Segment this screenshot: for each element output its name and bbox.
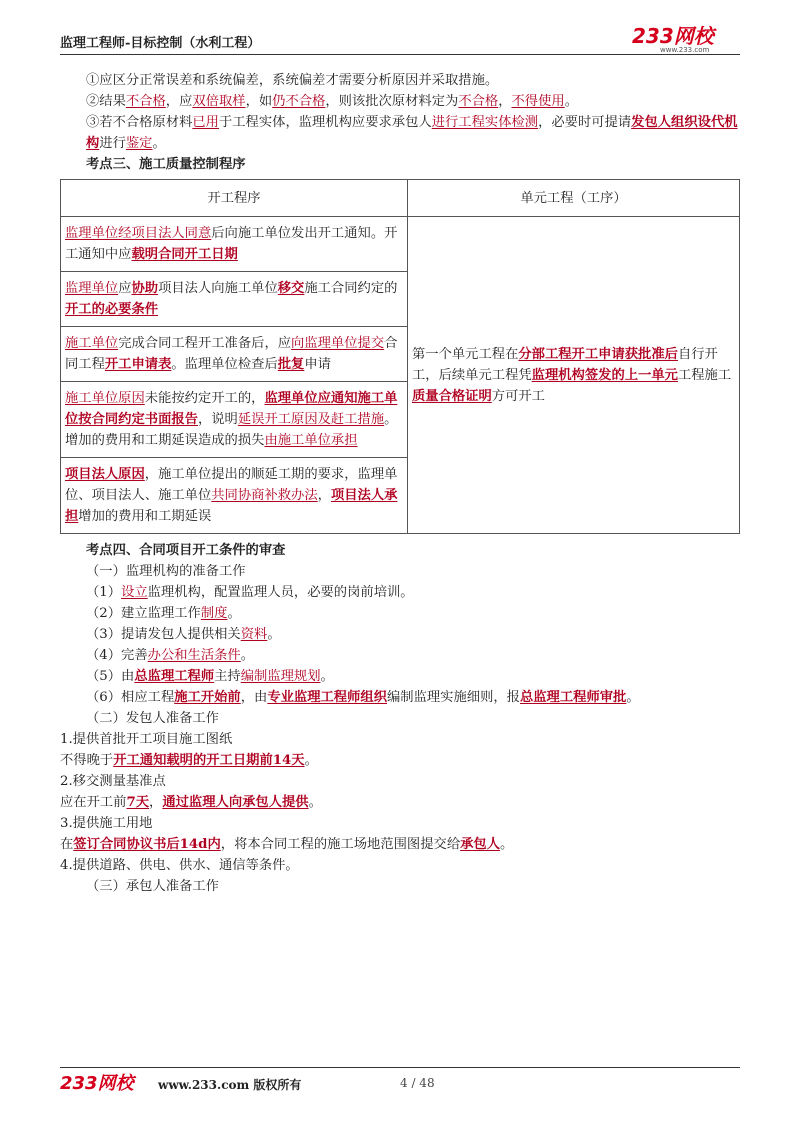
text-run: ②结果 [86, 94, 126, 109]
text-run: 不得晚于 [60, 753, 114, 768]
emphasis-text: 已用 [192, 115, 219, 130]
emphasis-text: 编制监理规划 [240, 669, 321, 684]
text-run: ③若不合格原材料 [86, 115, 193, 130]
emphasis-text: 监理单位应通知施工单位按合同约定书面报告 [65, 391, 398, 427]
emphasis-text: 移交 [277, 281, 305, 296]
list-item [60, 834, 740, 855]
text-run: 工程施工 [677, 367, 732, 383]
page-footer [60, 1070, 740, 1094]
text-run: （二）发包人准备工作 [86, 711, 219, 726]
list-item [60, 561, 740, 582]
svg-text:www.233.com: www.233.com [660, 46, 710, 54]
intro-line [60, 112, 740, 154]
emphasis-text: 鉴定 [125, 136, 153, 151]
emphasis-text: 开工通知载明的开工日期前14天 [113, 753, 305, 768]
emphasis-text: 施工开始前 [174, 690, 241, 705]
text-run: 。 [308, 795, 322, 810]
list-item [60, 792, 740, 813]
list-item [60, 624, 740, 645]
table-header-start-procedure: 开工程序 [61, 180, 408, 217]
text-run: ，应 [165, 94, 193, 109]
list-item [60, 645, 740, 666]
list-item [60, 708, 740, 729]
emphasis-text: 共同协商补救办法 [211, 488, 318, 503]
text-run: 。 [227, 606, 241, 621]
intro-paragraphs [60, 70, 740, 154]
emphasis-text: 开工申请表 [104, 357, 172, 372]
text-run: 应在开工前 [60, 795, 127, 810]
emphasis-text: 施工单位原因 [65, 391, 145, 406]
emphasis-text: 协助 [131, 281, 159, 296]
text-run: ， [149, 795, 163, 810]
emphasis-text: 延误开工原因及赶工措施 [237, 412, 385, 427]
list-item [60, 813, 740, 834]
emphasis-text: 由施工单位承担 [264, 433, 358, 448]
text-run: 项目法人向施工单位 [158, 281, 278, 296]
text-run: 监理机构，配置监理人员，必要的岗前培训。 [147, 585, 414, 600]
text-run: 4.提供道路、供电、供水、通信等条件。 [60, 858, 299, 873]
emphasis-text: 进行工程实体检测 [431, 115, 539, 130]
text-run: 。 [500, 837, 514, 852]
brand-logo [630, 24, 740, 54]
emphasis-text: 通过监理人向承包人提供 [162, 795, 309, 810]
text-run: 编制监理实施细则，报 [387, 690, 520, 705]
page-header [60, 24, 740, 54]
emphasis-text: 7天 [126, 795, 150, 810]
text-run: ，说明 [197, 412, 238, 427]
emphasis-text: 开工的必要条件 [65, 302, 159, 317]
text-run: 3.提供施工用地 [60, 816, 153, 831]
header-divider [60, 54, 740, 55]
text-run: 。 [320, 669, 334, 684]
text-run: ，将本合同工程的施工场地范围图提交给 [220, 837, 461, 852]
text-run: 2.移交测量基准点 [60, 774, 166, 789]
text-run: 第一个单元工程在 [412, 346, 519, 362]
table-row [61, 217, 408, 272]
section4-heading: 考点四、合同项目开工条件的审查 [86, 543, 286, 558]
emphasis-text: 监理单位 [65, 281, 119, 296]
emphasis-text: 项目法人承担 [65, 488, 398, 524]
header-title: 监理工程师-目标控制（水利工程） [60, 36, 261, 51]
footer-logo [60, 1070, 152, 1094]
text-run: 。 [304, 753, 318, 768]
text-run: （5）由 [86, 669, 135, 684]
list-item [60, 666, 740, 687]
text-run: 。 [267, 627, 281, 642]
table-row [61, 458, 408, 534]
construction-procedure-table [60, 179, 740, 534]
list-item [60, 603, 740, 624]
section3-heading: 考点三、施工质量控制程序 [86, 157, 246, 172]
emphasis-text: 不得使用 [511, 94, 565, 109]
text-run: 进行 [99, 136, 126, 151]
emphasis-text: 质量合格证明 [412, 388, 492, 404]
emphasis-text: 不合格 [458, 94, 499, 109]
text-run: 。 [564, 94, 578, 109]
list-item [60, 582, 740, 603]
section4-list [60, 561, 740, 897]
emphasis-text: 不合格 [125, 94, 166, 109]
text-run: ，如 [245, 94, 273, 109]
text-run: 1.提供首批开工项目施工图纸 [60, 732, 233, 747]
text-run: ①应区分正常误差和系统偏差，系统偏差才需要分析原因并采取措施。 [86, 73, 499, 88]
table-row [61, 272, 408, 327]
intro-line [60, 91, 740, 112]
text-run: 自行开工，后续单元工程凭 [412, 346, 718, 383]
emphasis-text: 总监理工程师 [134, 669, 215, 684]
text-run: （1） [86, 585, 122, 600]
text-run: ，则该批次原材料定为 [325, 94, 459, 109]
text-run: （4）完善 [86, 648, 148, 663]
text-run: 。监理单位检查后 [171, 357, 278, 372]
text-run: 方可开工 [491, 388, 545, 404]
unit-work-cell [408, 217, 740, 534]
emphasis-text: 专业监理工程师组织 [267, 690, 387, 705]
list-item [60, 876, 740, 897]
table-header-unit-work: 单元工程（工序） [408, 180, 740, 217]
page-number: 4 / 48 [400, 1076, 435, 1090]
text-run: ， [498, 94, 512, 109]
emphasis-text: 监理机构签发的上一单元 [531, 367, 678, 383]
emphasis-text: 分部工程开工申请获批准后 [518, 346, 678, 362]
text-run: （2）建立监理工作 [86, 606, 201, 621]
text-run: 应 [118, 281, 132, 296]
emphasis-text: 发包人组织设代机构 [86, 115, 738, 151]
text-run: （6）相应工程 [86, 690, 175, 705]
emphasis-text: 资料 [240, 627, 268, 642]
text-run: 于工程实体，监理机构应要求承包人 [218, 115, 432, 130]
text-run: 。增加的费用和工期延误造成的损失 [65, 412, 398, 448]
list-item [60, 771, 740, 792]
list-item [60, 750, 740, 771]
text-run: 合同工程 [65, 336, 398, 372]
footer-copyright: www.233.com 版权所有 [158, 1078, 302, 1092]
text-run: 申请 [304, 357, 331, 372]
svg-text:233网校: 233网校 [632, 24, 714, 48]
text-run: 在 [60, 837, 74, 852]
text-run: 后向施工单位发出开工通知。开工通知中应 [65, 226, 398, 262]
text-run: 增加的费用和工期延误 [78, 509, 212, 524]
emphasis-text: 监理单位经项目法人同意 [65, 226, 212, 241]
text-run: 未能按约定开工的， [144, 391, 265, 406]
text-run: （一）监理机构的准备工作 [86, 564, 246, 579]
footer-divider [60, 1067, 740, 1068]
emphasis-text: 批复 [277, 357, 305, 372]
text-run: 完成合同工程开工准备后，应 [118, 336, 292, 351]
text-run: 。 [240, 648, 255, 663]
emphasis-text: 承包人 [460, 837, 501, 852]
text-run: （3）提请发包人提供相关 [86, 627, 241, 642]
text-run: 施工合同约定的 [304, 281, 398, 296]
emphasis-text: 总监理工程师审批 [519, 690, 627, 705]
list-item [60, 729, 740, 750]
text-run: 。 [626, 690, 640, 705]
text-run: 。 [152, 136, 166, 151]
text-run: 主持 [214, 669, 241, 684]
list-item [60, 687, 740, 708]
text-run: ，必要时可提请 [538, 115, 632, 130]
emphasis-text: 向监理单位提交 [291, 336, 385, 351]
emphasis-text: 项目法人原因 [65, 467, 145, 482]
emphasis-text: 仍不合格 [272, 94, 326, 109]
document-body [60, 70, 740, 897]
emphasis-text: 签订合同协议书后14d内 [73, 837, 221, 852]
list-item [60, 855, 740, 876]
table-row [61, 327, 408, 382]
text-run: ， [317, 488, 331, 503]
emphasis-text: 双倍取样 [192, 94, 246, 109]
emphasis-text: 施工单位 [65, 336, 119, 351]
svg-text:233网校: 233网校 [60, 1073, 134, 1094]
emphasis-text: 载明合同开工日期 [131, 247, 238, 262]
emphasis-text: 制度 [200, 606, 228, 621]
text-run: （三）承包人准备工作 [86, 879, 219, 894]
text-run: ，由 [240, 690, 268, 705]
text-run: ，施工单位提出的顺延工期的要求，监理单位、项目法人、施工单位 [65, 467, 398, 503]
table-row [61, 382, 408, 458]
intro-line [60, 70, 740, 91]
emphasis-text: 设立 [121, 585, 148, 600]
emphasis-text: 办公和生活条件 [147, 648, 241, 663]
